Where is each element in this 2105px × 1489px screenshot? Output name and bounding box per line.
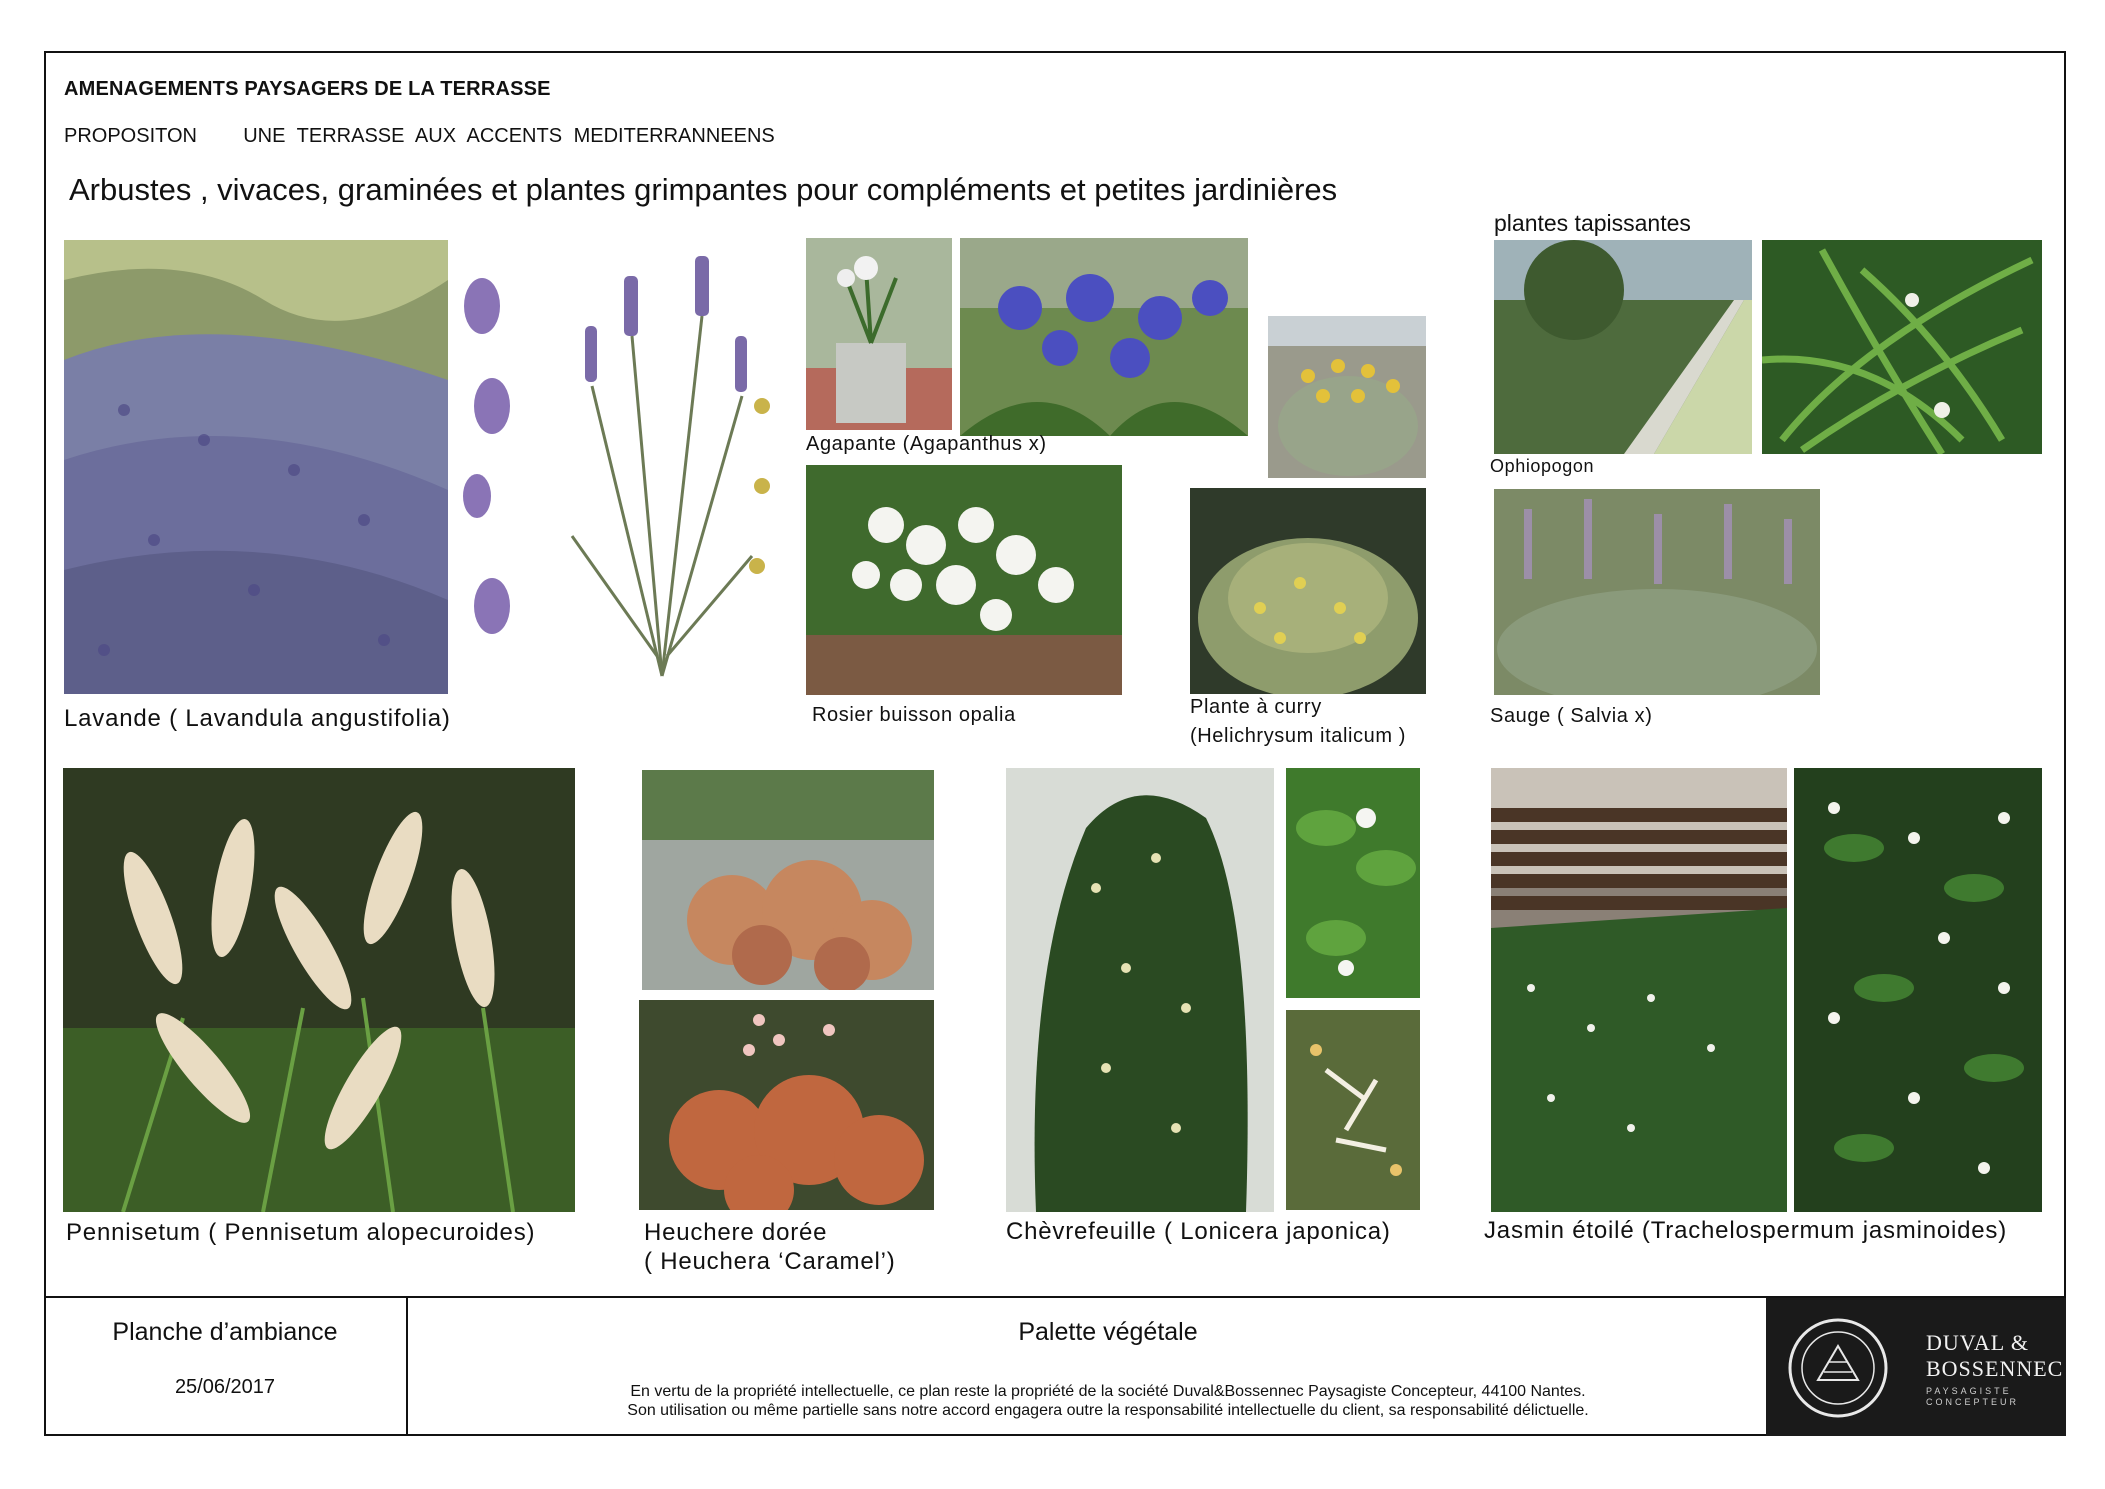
- caption-sauge: Sauge ( Salvia x): [1490, 705, 1653, 727]
- proposition-line: [64, 125, 775, 148]
- logo-tagline: [1926, 1386, 2019, 1408]
- caption-jasmin: Jasmin étoilé (Trachelospermum jasminoides): [1484, 1217, 2008, 1244]
- caption-pennisetum: Pennisetum ( Pennisetum alopecuroides): [66, 1219, 536, 1246]
- title-block-left-cell: [44, 1298, 408, 1436]
- ophiopogon-closeup-photo: [1762, 240, 2042, 454]
- sheet-type: Planche d’ambiance: [112, 1318, 338, 1346]
- caption-curry-common: Plante à curry: [1190, 696, 1322, 718]
- honeysuckle-leaves-photo: [1286, 768, 1420, 998]
- lavender-field-photo: [64, 240, 448, 694]
- section-title: Palette végétale: [1018, 1318, 1198, 1346]
- tapissantes-heading: plantes tapissantes: [1494, 210, 1691, 236]
- company-logo: [1766, 1298, 2066, 1436]
- salvia-photo: [1494, 489, 1820, 695]
- proposition-text: UNE TERRASSE AUX ACCENTS MEDITERRANNEENS: [243, 125, 775, 147]
- caption-agapante: Agapante (Agapanthus x): [806, 433, 1047, 455]
- legal-line-2: Son utilisation ou même partielle sans notre accord engagera outre la responsabilité intellectuelle du client, sa responsabilité délictuelle.: [627, 1402, 1589, 1419]
- agapanthus-blue-photo: [960, 238, 1248, 436]
- caption-curry-latin: (Helichrysum italicum ): [1190, 725, 1407, 747]
- legal-line-1: En vertu de la propriété intellectuelle, ce plan reste la propriété de la société Duval&Bossennec Paysagiste Concepteur, 44100 Nantes.: [630, 1383, 1586, 1400]
- logo-wordmark: [1926, 1330, 2063, 1382]
- jasmine-fence-photo: [1491, 768, 1787, 1212]
- helichrysum-shrub-photo: [1190, 488, 1426, 694]
- heuchera-caramel-photo: [639, 1000, 934, 1210]
- seal-icon: [1766, 1298, 1906, 1436]
- caption-chevrefeuille: Chèvrefeuille ( Lonicera japonica): [1006, 1218, 1391, 1245]
- honeysuckle-flower-photo: [1286, 1010, 1420, 1210]
- caption-rosier: Rosier buisson opalia: [812, 704, 1016, 726]
- logo-tagline-line-1: PAYSAGISTE: [1926, 1386, 2012, 1396]
- sheet-date: 25/06/2017: [174, 1376, 276, 1398]
- honeysuckle-wall-photo: [1006, 768, 1274, 1212]
- caption-ophiopogon: Ophiopogon: [1490, 456, 1595, 476]
- helichrysum-yellow-photo: [1268, 316, 1426, 478]
- jasmine-closeup-photo: [1794, 768, 2042, 1212]
- caption-heuchere-common: Heuchere dorée: [644, 1219, 828, 1246]
- lavender-botanical-illustration: [452, 236, 782, 694]
- ophiopogon-path-photo: [1494, 240, 1752, 454]
- legal-notice: [406, 1382, 1810, 1420]
- logo-tagline-line-2: CONCEPTEUR: [1926, 1397, 2020, 1407]
- project-title: AMENAGEMENTS PAYSAGERS DE LA TERRASSE: [64, 78, 551, 100]
- proposition-label: PROPOSITON: [64, 125, 197, 147]
- title-block: [44, 1296, 2066, 1436]
- pennisetum-photo: [63, 768, 575, 1212]
- heuchera-silver-photo: [642, 770, 934, 990]
- title-block-middle-cell: [406, 1298, 1810, 1436]
- agapanthus-pot-photo: [806, 238, 952, 430]
- logo-name-line-2: BOSSENNEC: [1926, 1356, 2064, 1381]
- sheet-subtitle: Arbustes , vivaces, graminées et plantes grimpantes pour compléments et petites jardinières: [69, 172, 1338, 207]
- caption-heuchere-latin: ( Heuchera ‘Caramel’): [644, 1248, 896, 1275]
- white-rose-bush-photo: [806, 465, 1122, 695]
- caption-lavande: Lavande ( Lavandula angustifolia): [64, 705, 451, 732]
- logo-name-line-1: DUVAL &: [1926, 1330, 2029, 1355]
